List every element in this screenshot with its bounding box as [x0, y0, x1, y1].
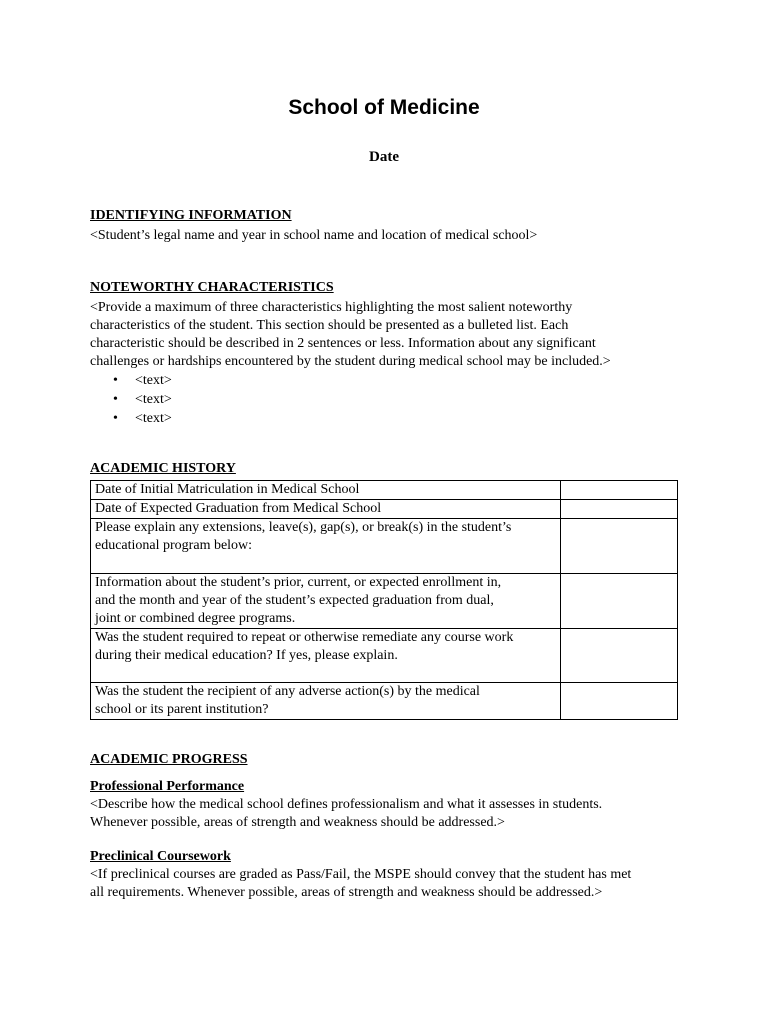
table-label-cell: Was the student required to repeat or otherwise remediate any course work during their medical education? If yes, please explain. [91, 629, 561, 683]
identifying-text: <Student’s legal name and year in school name and location of medical school> [90, 228, 538, 243]
table-row [91, 629, 678, 683]
table-row [91, 519, 678, 574]
professional-performance-text: <Describe how the medical school defines professionalism and what it assesses in students. Whenever possible, areas of strength and weakness should be addressed.> [90, 797, 603, 830]
date-heading: Date [369, 149, 399, 165]
academic-history-heading: ACADEMIC HISTORY [90, 461, 236, 476]
bullet-item: • <text> [113, 411, 172, 426]
table-value-cell[interactable] [560, 574, 677, 629]
table-value-cell[interactable] [560, 683, 677, 720]
identifying-heading: IDENTIFYING INFORMATION [90, 208, 292, 223]
table-row [91, 481, 678, 500]
bullet-dot-icon: • [113, 392, 118, 407]
noteworthy-heading: NOTEWORTHY CHARACTERISTICS [90, 280, 334, 295]
professional-performance-heading: Professional Performance [90, 779, 245, 794]
academic-history-table [90, 480, 678, 720]
noteworthy-text [90, 299, 690, 371]
document-title: School of Medicine [288, 96, 480, 119]
noteworthy-line: characteristics of the student. This section should be presented as a bulleted list. Each [90, 318, 569, 333]
preclinical-coursework-heading: Preclinical Coursework [90, 849, 231, 864]
bullet-dot-icon: • [113, 373, 118, 388]
table-value-cell[interactable] [560, 500, 677, 519]
table-label-cell: Date of Expected Graduation from Medical School [91, 500, 561, 519]
table-label-cell: Was the student the recipient of any adverse action(s) by the medical school or its parent institution? [91, 683, 561, 720]
table-row [91, 683, 678, 720]
table-label-cell: Date of Initial Matriculation in Medical School [91, 481, 561, 500]
noteworthy-line: <Provide a maximum of three characteristics highlighting the most salient noteworthy [90, 300, 573, 315]
academic-progress-heading: ACADEMIC PROGRESS [90, 752, 248, 767]
bullet-item: • <text> [113, 373, 172, 388]
noteworthy-line: challenges or hardships encountered by the student during medical school may be included.> [90, 354, 611, 369]
table-row [91, 574, 678, 629]
table-value-cell[interactable] [560, 481, 677, 500]
bullet-item: • <text> [113, 392, 172, 407]
noteworthy-section [90, 279, 690, 428]
table-row [91, 500, 678, 519]
table-value-cell[interactable] [560, 519, 677, 574]
table-value-cell[interactable] [560, 629, 677, 683]
bullet-dot-icon: • [113, 411, 118, 426]
academic-history-section [90, 460, 690, 720]
noteworthy-bullet-list [90, 371, 690, 428]
academic-progress-section [90, 751, 690, 902]
noteworthy-line: characteristic should be described in 2 sentences or less. Information about any significant [90, 336, 596, 351]
preclinical-coursework-text: <If preclinical courses are graded as Pass/Fail, the MSPE should convey that the student has met all requirements. Whenever possible, areas of strength and weakness should be addressed.> [90, 867, 632, 900]
identifying-section [90, 207, 690, 245]
table-label-cell: Please explain any extensions, leave(s), gap(s), or break(s) in the student’s educational program below: [91, 519, 561, 574]
table-label-cell: Information about the student’s prior, current, or expected enrollment in, and the month and year of the student’s expected graduation from dual, joint or combined degree programs. [91, 574, 561, 629]
